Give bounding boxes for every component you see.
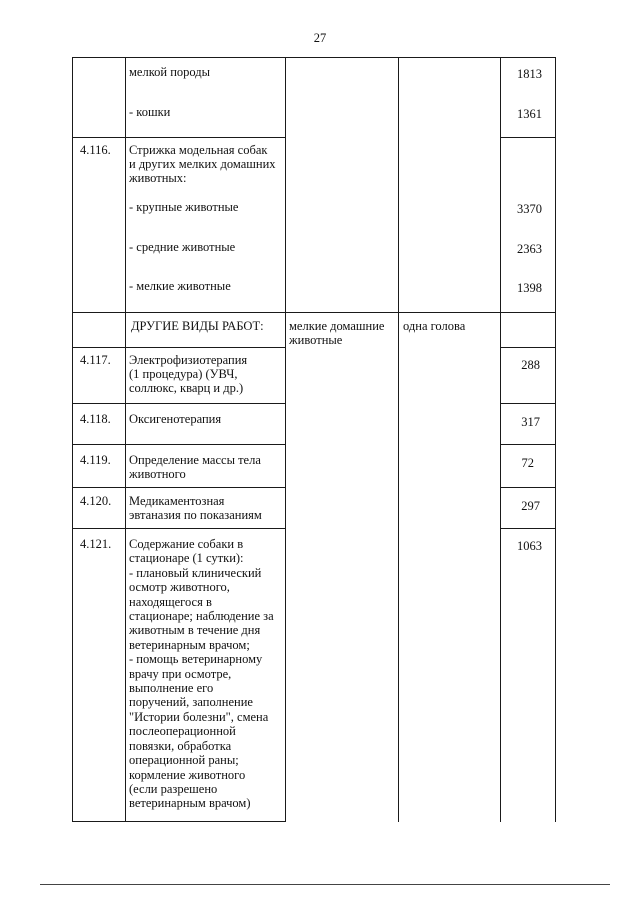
service-name: - кошки [129, 105, 171, 119]
row-divider [500, 347, 556, 348]
section-heading: ДРУГИЕ ВИДЫ РАБОТ: [131, 319, 264, 333]
unit-column-divider [500, 57, 501, 822]
table-top-border [72, 57, 556, 58]
row-divider [500, 487, 556, 488]
scan-bottom-edge [40, 884, 610, 885]
service-code: 4.118. [80, 412, 111, 426]
service-name: - крупные животные [129, 200, 239, 214]
price-value: 317 [521, 415, 540, 429]
row-divider [72, 487, 285, 488]
service-name: Содержание собаки в стационаре (1 сутки): - плановый клинический осмотр животного, находящегося в стационаре; наблюдение за животным в течение дня ветеринарным врачом; - помощь ветеринарному врачу при осмотре, выполнение его поручений, заполнение "Истории болезни", смена послеоперационной повязки, обработка операционной раны; кормление животного (если разрешено ветеринарным врачом) [129, 537, 274, 811]
service-name: Стрижка модельная собак и других мелких домашних животных: [129, 143, 276, 185]
price-value: 3370 [517, 202, 542, 216]
price-value: 72 [521, 456, 534, 470]
row-divider [72, 312, 556, 313]
service-name: мелкой породы [129, 65, 211, 79]
price-value: 1063 [517, 539, 542, 553]
row-divider [500, 403, 556, 404]
row-divider [72, 403, 285, 404]
animal-type: мелкие домашние животные [289, 319, 385, 347]
type-column-divider [398, 57, 399, 822]
service-code: 4.120. [80, 494, 112, 508]
table-left-border [72, 57, 73, 822]
row-divider [500, 528, 556, 529]
row-divider [500, 444, 556, 445]
service-name: - средние животные [129, 240, 236, 254]
row-divider [500, 137, 556, 138]
row-divider [72, 347, 285, 348]
service-code: 4.119. [80, 453, 111, 467]
service-name: - мелкие животные [129, 279, 231, 293]
service-code: 4.117. [80, 353, 111, 367]
price-value: 1361 [517, 107, 542, 121]
price-value: 288 [521, 358, 540, 372]
name-column-divider [285, 57, 286, 822]
row-divider [72, 137, 285, 138]
price-value: 1813 [517, 67, 542, 81]
row-divider [72, 444, 285, 445]
service-name: Электрофизиотерапия (1 процедура) (УВЧ, соллюкс, кварц и др.) [129, 353, 248, 395]
row-divider [72, 528, 285, 529]
price-value: 297 [521, 499, 540, 513]
service-name: Определение массы тела животного [129, 453, 261, 481]
table-right-border [555, 57, 556, 822]
price-value: 2363 [517, 242, 542, 256]
service-name: Оксигенотерапия [129, 412, 222, 426]
price-value: 1398 [517, 281, 542, 295]
service-code: 4.116. [80, 143, 111, 157]
unit-of-measure: одна голова [403, 319, 466, 333]
service-code: 4.121. [80, 537, 112, 551]
table-bottom-border [72, 821, 285, 822]
service-name: Медикаментозная эвтаназия по показаниям [129, 494, 262, 522]
code-column-divider [125, 57, 126, 822]
page-number: 27 [313, 31, 327, 45]
